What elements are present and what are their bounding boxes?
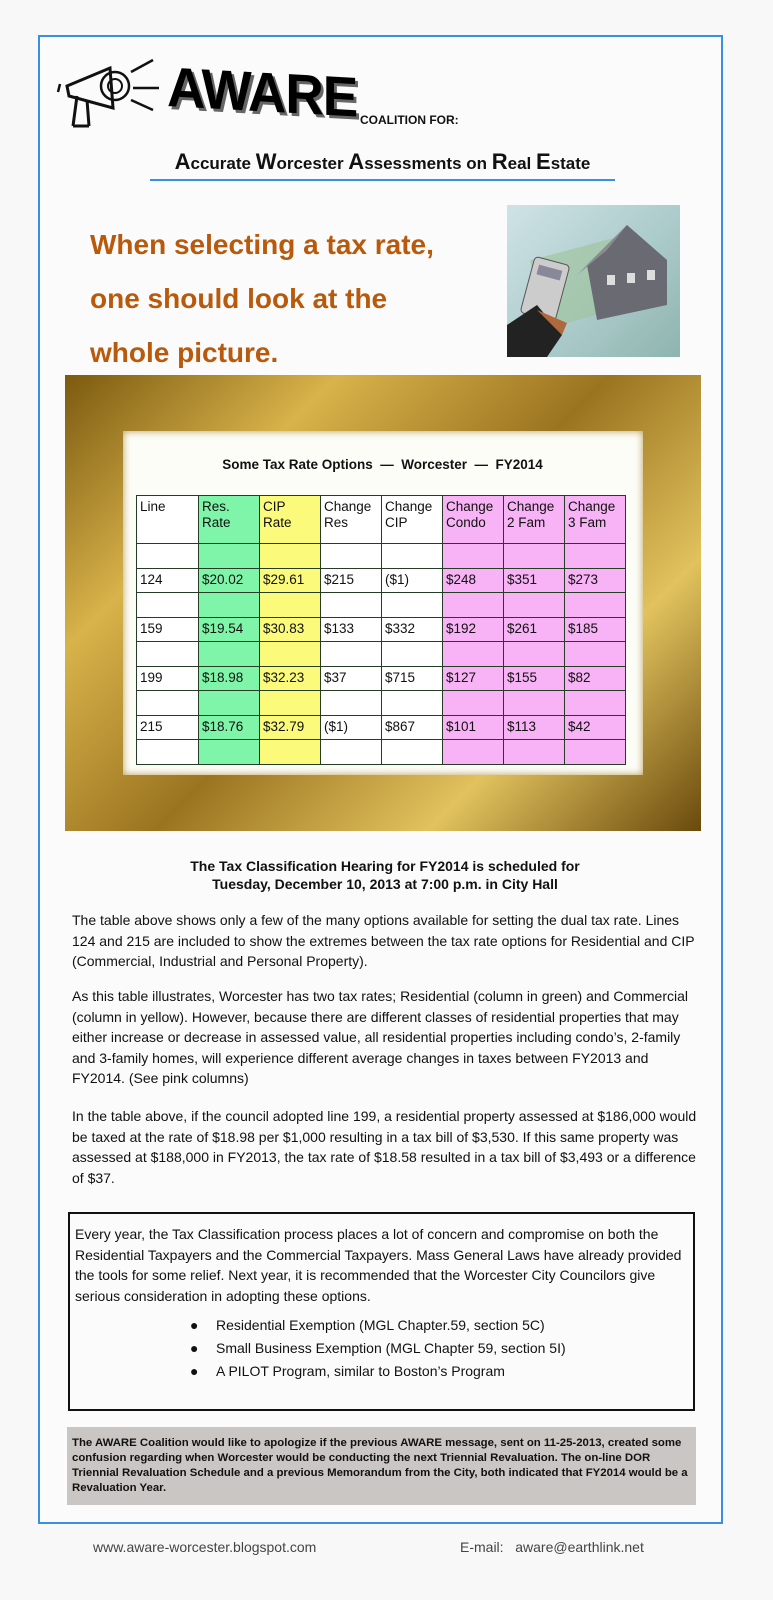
table-cell: $127 bbox=[443, 666, 504, 691]
table-cell: $192 bbox=[443, 617, 504, 642]
table-cell bbox=[137, 642, 199, 667]
table-cell bbox=[199, 593, 260, 618]
bullet-text: Small Business Exemption (MGL Chapter 59, section 5I) bbox=[216, 1340, 566, 1356]
hearing-notice bbox=[60, 857, 710, 893]
table-cell: $248 bbox=[443, 568, 504, 593]
column-header: Change CIP bbox=[382, 496, 443, 544]
table-cell bbox=[199, 544, 260, 569]
table-cell: $351 bbox=[504, 568, 565, 593]
table-cell bbox=[443, 642, 504, 667]
headline bbox=[90, 218, 490, 380]
table-row bbox=[137, 715, 626, 740]
table-row bbox=[137, 740, 626, 765]
table-cell bbox=[199, 691, 260, 716]
table-cell: $261 bbox=[504, 617, 565, 642]
table-cell bbox=[199, 740, 260, 765]
logo-text: AWARE bbox=[167, 55, 358, 129]
table-row bbox=[137, 617, 626, 642]
email-contact bbox=[460, 1539, 644, 1555]
table-cell bbox=[382, 544, 443, 569]
table-cell bbox=[321, 691, 382, 716]
table-cell bbox=[565, 691, 626, 716]
table-cell bbox=[504, 593, 565, 618]
table-cell bbox=[443, 544, 504, 569]
paragraph: The table above shows only a few of the many options available for setting the dual tax rate. Lines 124 and 215 are included to show the extremes between the tax rate options for Residential and CIP (Commercial, Industrial and Personal Property). bbox=[72, 912, 695, 969]
table-title: Some Tax Rate Options — Worcester — FY2014 bbox=[222, 457, 543, 472]
table-cell: $30.83 bbox=[260, 617, 321, 642]
hearing-line: Tuesday, December 10, 2013 at 7:00 p.m. in City Hall bbox=[212, 876, 558, 892]
table-row bbox=[137, 593, 626, 618]
table-cell: $32.79 bbox=[260, 715, 321, 740]
email-link[interactable]: aware@earthlink.net bbox=[515, 1539, 644, 1555]
list-item bbox=[190, 1315, 688, 1338]
table-cell bbox=[504, 544, 565, 569]
table-cell bbox=[565, 740, 626, 765]
headline-line: whole picture. bbox=[90, 337, 279, 368]
paragraph: As this table illustrates, Worcester has two tax rates; Residential (column in green) and Commercial (column in yellow). However, because there are different classes of residential properties that may either increase or decrease in assessed value, all residential properties including condo’s, 2-family and 3-family homes, will experience different average changes in taxes between FY2013 and FY2014. (See pink columns) bbox=[72, 988, 688, 1086]
table-cell bbox=[504, 642, 565, 667]
table-cell: $133 bbox=[321, 617, 382, 642]
bullet-text: Residential Exemption (MGL Chapter.59, section 5C) bbox=[216, 1317, 545, 1333]
table-cell: $20.02 bbox=[199, 568, 260, 593]
bullet-text: A PILOT Program, similar to Boston’s Program bbox=[216, 1363, 505, 1379]
table-cell bbox=[565, 642, 626, 667]
table-cell bbox=[137, 544, 199, 569]
table-cell: $19.54 bbox=[199, 617, 260, 642]
acronym-word: Estate bbox=[536, 149, 591, 174]
acronym-word: Worcester bbox=[255, 149, 349, 174]
paragraph: In the table above, if the council adopted line 199, a residential property assessed at $186,000 would be taxed at the rate of $18.98 per $1,000 resulting in a tax bill of $3,530. If this same property was assessed at $188,000 in FY2013, the tax rate of $18.58 resulted in a tax bill of $3,493 or a difference of $37. bbox=[72, 1108, 697, 1186]
list-item bbox=[190, 1361, 688, 1384]
table-cell: $18.98 bbox=[199, 666, 260, 691]
bullet-icon: ● bbox=[190, 1340, 199, 1356]
acronym-word: Real bbox=[491, 149, 536, 174]
megaphone-icon bbox=[55, 48, 165, 133]
column-header: Change 3 Fam bbox=[565, 496, 626, 544]
table-cell bbox=[565, 544, 626, 569]
table-cell: $332 bbox=[382, 617, 443, 642]
headline-line: When selecting a tax rate, bbox=[90, 229, 434, 260]
table-cell bbox=[321, 544, 382, 569]
table-cell: $715 bbox=[382, 666, 443, 691]
table-cell: $185 bbox=[565, 617, 626, 642]
acronym-word: Assessments on bbox=[348, 149, 492, 174]
table-cell: 215 bbox=[137, 715, 199, 740]
table-cell bbox=[382, 740, 443, 765]
table-cell bbox=[443, 593, 504, 618]
table-cell bbox=[137, 593, 199, 618]
table-cell bbox=[260, 544, 321, 569]
table-cell bbox=[321, 740, 382, 765]
acronym-title bbox=[150, 149, 615, 181]
table-cell bbox=[260, 691, 321, 716]
table-cell: $32.23 bbox=[260, 666, 321, 691]
acronym-word: Accurate bbox=[174, 149, 256, 174]
blog-link[interactable]: www.aware-worcester.blogspot.com bbox=[93, 1539, 317, 1555]
table-cell: $82 bbox=[565, 666, 626, 691]
table-cell: $29.61 bbox=[260, 568, 321, 593]
table-row bbox=[137, 642, 626, 667]
house-calculator-photo bbox=[507, 205, 680, 357]
table-cell bbox=[321, 642, 382, 667]
coalition-label: COALITION FOR: bbox=[360, 113, 459, 127]
table-row bbox=[137, 544, 626, 569]
table-cell: $273 bbox=[565, 568, 626, 593]
bullet-icon: ● bbox=[190, 1317, 199, 1333]
table-cell: $155 bbox=[504, 666, 565, 691]
column-header: Line bbox=[137, 496, 199, 544]
table-cell bbox=[199, 642, 260, 667]
aware-logo bbox=[55, 48, 358, 133]
table-cell bbox=[260, 593, 321, 618]
table-cell: $101 bbox=[443, 715, 504, 740]
table-row bbox=[137, 691, 626, 716]
email-label: E-mail: bbox=[460, 1539, 504, 1555]
table-row bbox=[137, 568, 626, 593]
list-item bbox=[190, 1338, 688, 1361]
table-header-row bbox=[137, 496, 626, 544]
table-cell bbox=[443, 740, 504, 765]
headline-line: one should look at the bbox=[90, 283, 388, 314]
hearing-line: The Tax Classification Hearing for FY2014 is scheduled for bbox=[190, 858, 580, 874]
table-cell bbox=[565, 593, 626, 618]
table-cell bbox=[382, 691, 443, 716]
table-cell bbox=[137, 740, 199, 765]
table-cell: 199 bbox=[137, 666, 199, 691]
table-cell bbox=[260, 740, 321, 765]
table-row bbox=[137, 666, 626, 691]
table-cell bbox=[321, 593, 382, 618]
table-cell: $867 bbox=[382, 715, 443, 740]
recommendation-box bbox=[68, 1212, 695, 1411]
table-cell: ($1) bbox=[382, 568, 443, 593]
tax-rate-table bbox=[136, 495, 626, 765]
column-header: Change Condo bbox=[443, 496, 504, 544]
table-cell: $113 bbox=[504, 715, 565, 740]
table-cell: $42 bbox=[565, 715, 626, 740]
column-header: Res. Rate bbox=[199, 496, 260, 544]
column-header: CIP Rate bbox=[260, 496, 321, 544]
apology-notice: The AWARE Coalition would like to apologize if the previous AWARE message, sent on 11-25-2013, created some confusion regarding when Worcester would be conducting the next Triennial Revaluation. The on-line DOR Triennial Revaluation Schedule and a previous Memorandum from the City, both indicated that FY2014 would be a Revaluation Year. bbox=[67, 1427, 696, 1505]
table-cell bbox=[382, 642, 443, 667]
bullet-icon: ● bbox=[190, 1363, 199, 1379]
table-cell bbox=[443, 691, 504, 716]
table-cell: 124 bbox=[137, 568, 199, 593]
table-cell: $215 bbox=[321, 568, 382, 593]
column-header: Change 2 Fam bbox=[504, 496, 565, 544]
table-cell bbox=[504, 740, 565, 765]
table-cell: ($1) bbox=[321, 715, 382, 740]
table-cell bbox=[137, 691, 199, 716]
table-cell bbox=[504, 691, 565, 716]
table-cell bbox=[260, 642, 321, 667]
table-cell: $18.76 bbox=[199, 715, 260, 740]
table-cell: $37 bbox=[321, 666, 382, 691]
recommendation-text: Every year, the Tax Classification process places a lot of concern and compromise on both the Residential Taxpayers and the Commercial Taxpayers. Mass General Laws have already provided the tools for some relief. Next year, it is recommended that the Worcester City Councilors give serious consideration in adopting these options. bbox=[75, 1226, 682, 1304]
table-cell: 159 bbox=[137, 617, 199, 642]
table-cell bbox=[382, 593, 443, 618]
options-list bbox=[75, 1315, 688, 1384]
column-header: Change Res bbox=[321, 496, 382, 544]
